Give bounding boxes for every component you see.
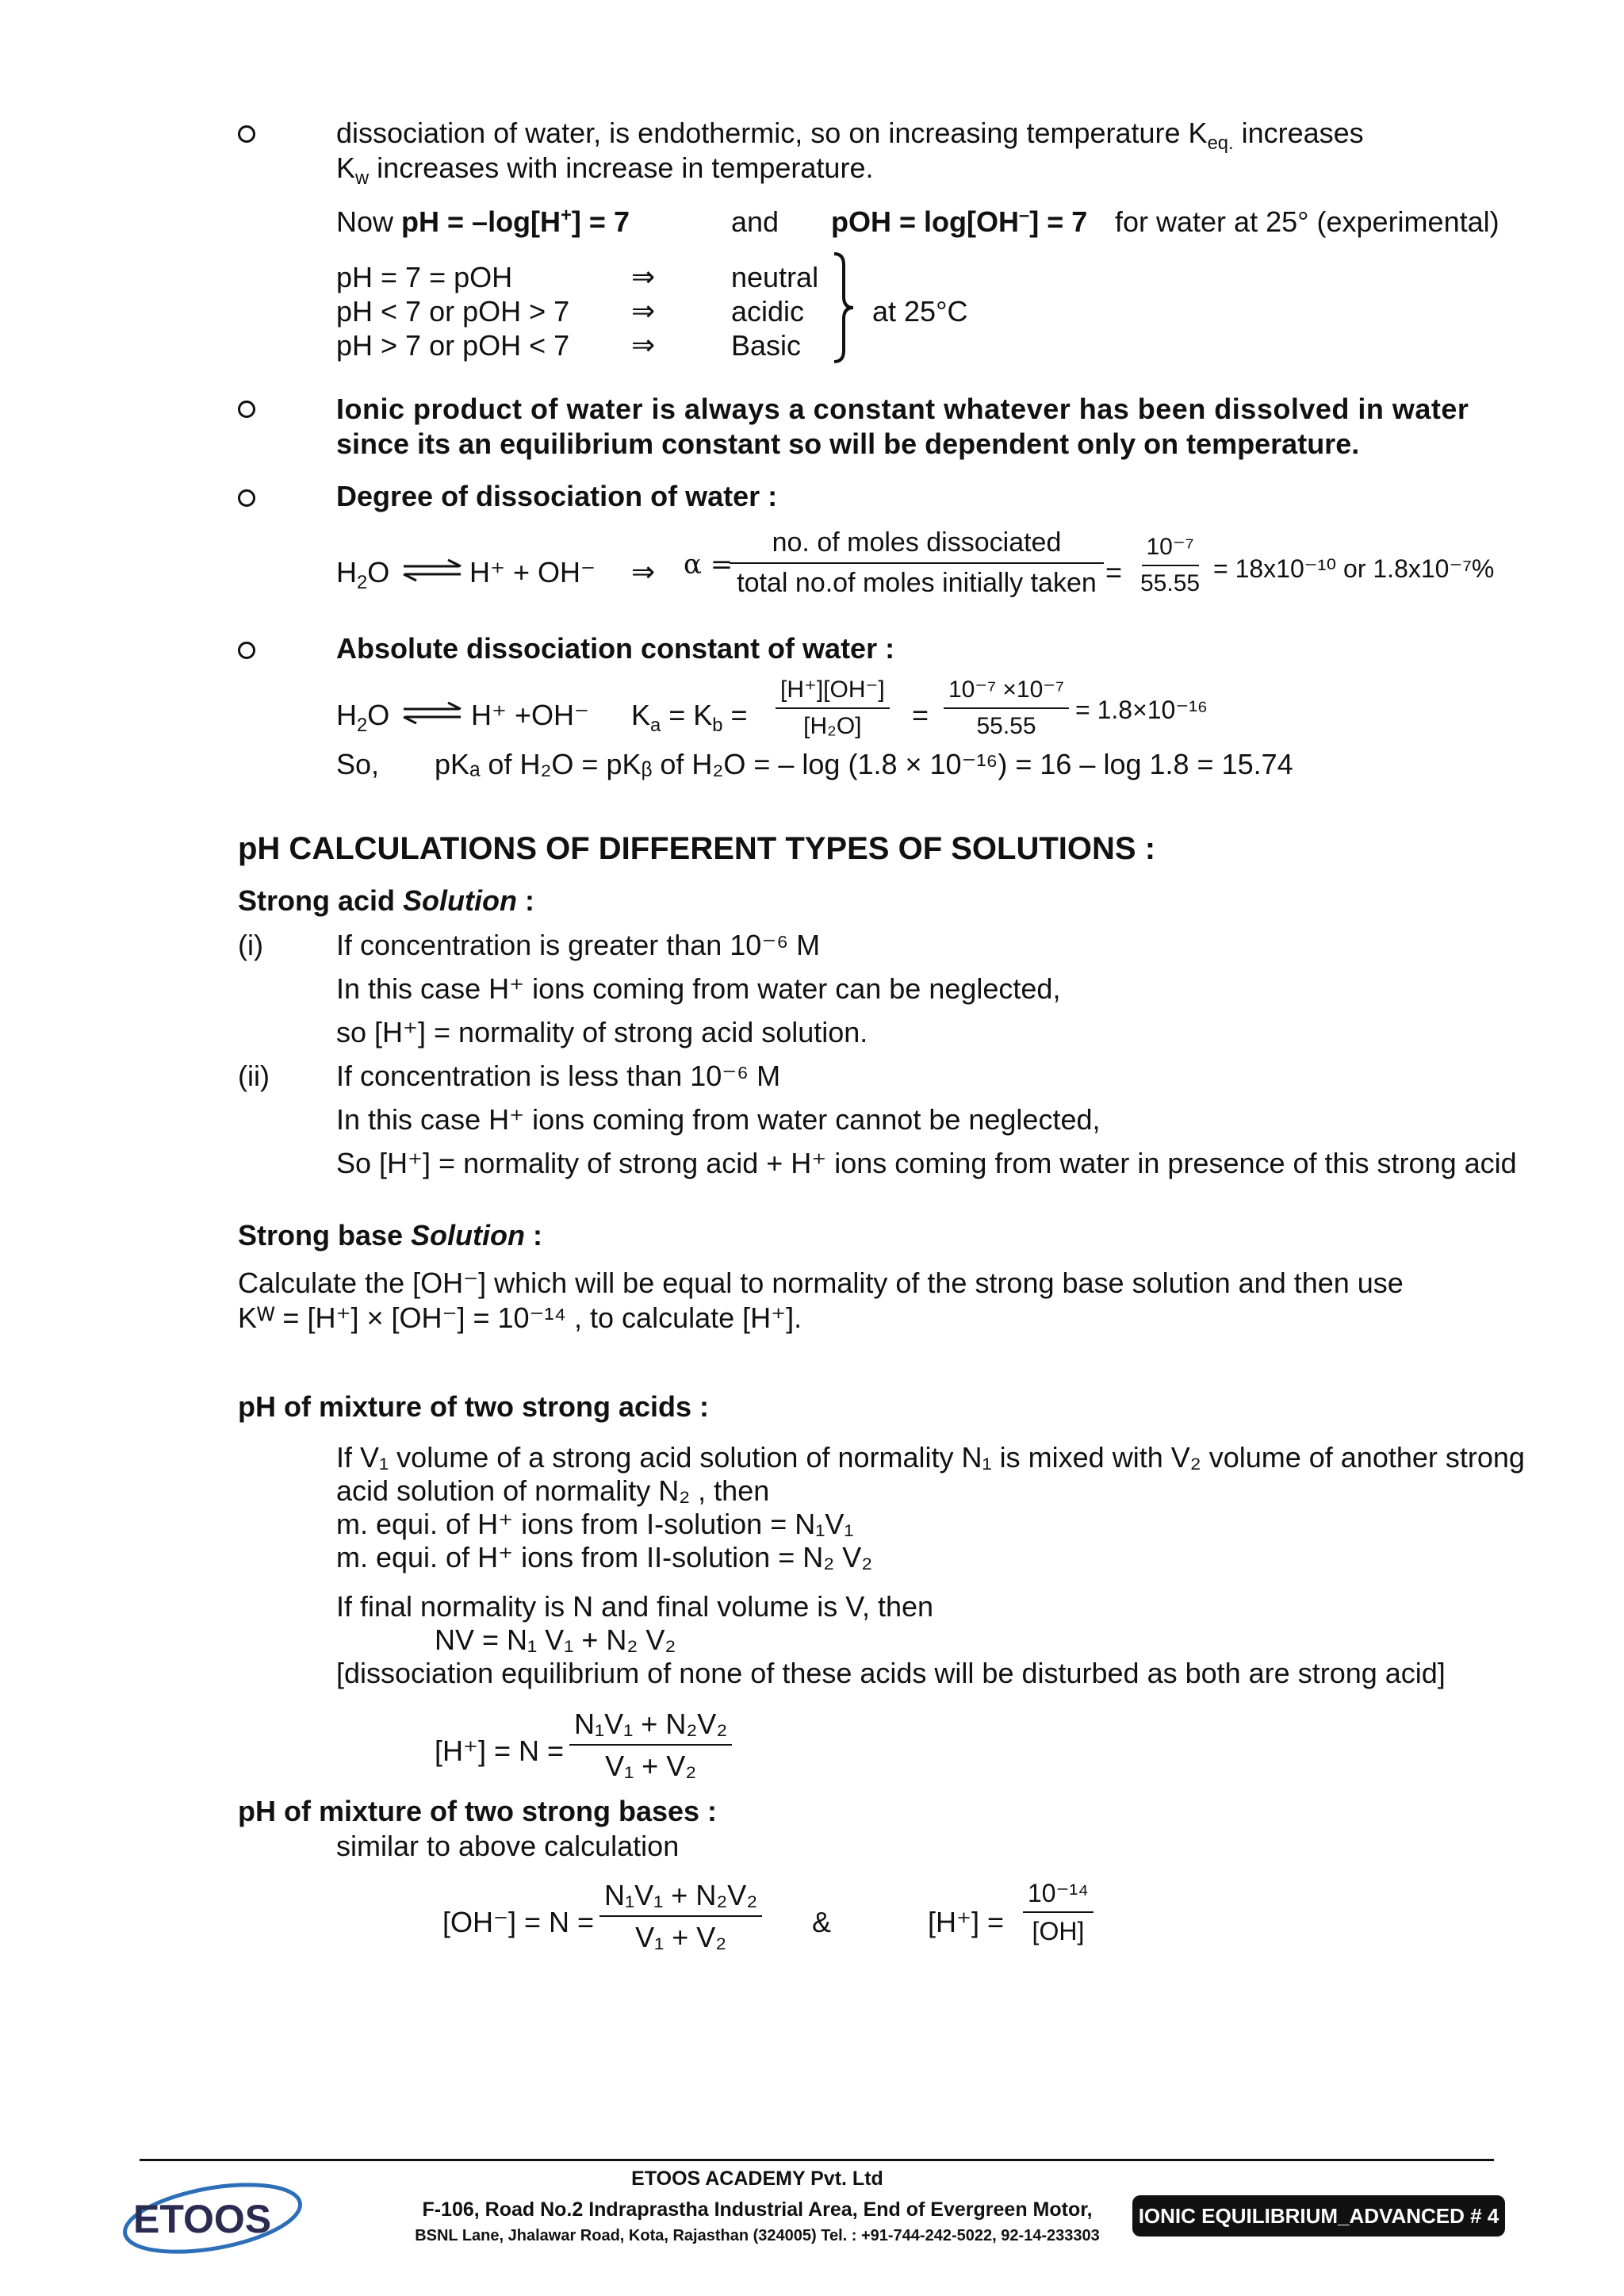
- bullet-marker: [238, 125, 255, 143]
- poh-definition: pOH = log[OH–] = 7: [831, 205, 1088, 238]
- subheading: pH of mixture of two strong bases :: [238, 1795, 718, 1827]
- paragraph-line: NV = N₁ V₁ + N₂ V₂: [435, 1623, 676, 1656]
- section-title: pH CALCULATIONS OF DIFFERENT TYPES OF SOLUTIONS :: [238, 831, 1156, 866]
- bullet-marker: [238, 401, 255, 418]
- subheading: Degree of dissociation of water :: [336, 480, 778, 512]
- condition-lhs: pH = 7 = pOH: [336, 261, 513, 293]
- equals-sign: =: [1105, 556, 1123, 588]
- equals-sign: =: [912, 699, 929, 731]
- condition-result: acidic: [731, 295, 805, 328]
- definition-note: for water at 25° (experimental): [1115, 205, 1500, 238]
- list-item: If concentration is less than 10⁻⁶ M: [336, 1060, 781, 1092]
- temperature-label: at 25°C: [872, 295, 968, 328]
- value-fraction: $\frac{\text{10⁻⁷ ×10⁻⁷}}{55.55}$: [944, 676, 1069, 741]
- address-line: F-106, Road No.2 Indraprastha Industrial Area, End of Evergreen Motor,: [422, 2198, 1093, 2221]
- page-badge: IONIC EQUILIBRIUM_ADVANCED # 4: [1132, 2195, 1505, 2237]
- paragraph-line: If V₁ volume of a strong acid solution of normality N₁ is mixed with V₂ volume of another strong: [336, 1441, 1525, 1474]
- subheading: pH of mixture of two strong acids :: [238, 1390, 710, 1423]
- curly-brace: [831, 251, 855, 365]
- formula-lhs: [OH⁻] = N =: [442, 1906, 595, 1938]
- paragraph-line: m. equi. of H⁺ ions from I-solution = N₁V₁: [336, 1508, 854, 1540]
- paragraph-line: dissociation of water, is endothermic, so on increasing temperature $K_{eq.}$ increases: [336, 117, 1364, 155]
- address-line: BSNL Lane, Jhalawar Road, Kota, Rajasthan (324005) Tel. : +91-744-242-5022, 92-14-233303: [415, 2227, 1100, 2244]
- ka-result: = 1.8×10⁻¹⁶: [1075, 696, 1208, 724]
- paragraph-line: acid solution of normality N₂ , then: [336, 1474, 770, 1507]
- pk-equation: pKₐ of H₂O = pKᵦ of H₂O = – log (1.8 × 10⁻¹⁶) = 16 – log 1.8 = 15.74: [435, 748, 1293, 780]
- water-formula: $H_2O$: [336, 556, 390, 594]
- subheading: Strong base Solution :: [238, 1219, 543, 1251]
- ka-kb-expression: $K_a = K_b$ =: [631, 699, 748, 737]
- implies-arrow: ⇒: [631, 556, 656, 588]
- subheading: Strong acid Solution :: [238, 884, 534, 917]
- condition-result: neutral: [731, 261, 819, 293]
- paragraph-line: Calculate the [OH⁻] which will be equal to normality of the strong base solution and then use: [238, 1267, 1404, 1299]
- and-word: and: [731, 205, 779, 238]
- list-item: In this case H⁺ ions coming from water cannot be neglected,: [336, 1103, 1101, 1136]
- list-item: In this case H⁺ ions coming from water can be neglected,: [336, 972, 1061, 1005]
- bullet-marker: [238, 642, 255, 659]
- mixture-fraction: $\frac{\text{N₁V₁ + N₂V₂}}{\text{V₁ + V₂}}$: [599, 1878, 762, 1954]
- list-marker: (i): [238, 929, 263, 961]
- value-fraction: $\frac{\text{10⁻⁷}}{55.55}$: [1140, 534, 1201, 596]
- equilibrium-arrow: [400, 701, 464, 725]
- formula-lhs: [H⁺] = N =: [435, 1734, 565, 1767]
- alpha-fraction: $\frac{\text{no. of moles dissociated}}{\text{total no.of moles initially taken}}$: [730, 527, 1104, 600]
- paragraph-line: If final normality is N and final volume is V, then: [336, 1590, 934, 1623]
- list-item: If concentration is greater than 10⁻⁶ M: [336, 929, 821, 961]
- alpha-symbol: α =: [684, 549, 733, 581]
- implies-arrow: ⇒: [631, 329, 656, 362]
- water-formula: $H_2O$: [336, 699, 390, 737]
- paragraph-line: similar to above calculation: [336, 1830, 680, 1862]
- etoos-logo: [117, 2169, 308, 2264]
- subheading: Absolute dissociation constant of water :: [336, 632, 895, 665]
- water-products: H⁺ + OH⁻: [469, 556, 596, 588]
- bullet-marker: [238, 489, 255, 507]
- footer-divider: [140, 2159, 1494, 2161]
- water-products: H⁺ +OH⁻: [471, 699, 590, 731]
- paragraph-line: Kᵂ = [H⁺] × [OH⁻] = 10⁻¹⁴ , to calculate [H⁺].: [238, 1301, 802, 1334]
- logo-text: ETOOS: [133, 2197, 272, 2241]
- list-item: So [H⁺] = normality of strong acid + H⁺ ions coming from water in presence of this strong acid: [336, 1147, 1517, 1179]
- company-name: ETOOS ACADEMY Pvt. Ltd: [631, 2168, 883, 2190]
- list-marker: (ii): [238, 1060, 270, 1092]
- paragraph-line: [dissociation equilibrium of none of these acids will be disturbed as both are strong acid]: [336, 1657, 1446, 1689]
- ampersand: &: [812, 1906, 832, 1938]
- so-word: So,: [336, 748, 380, 780]
- implies-arrow: ⇒: [631, 295, 656, 328]
- ka-fraction: $\frac{[H^+][OH^-]}{\text{[H₂O]}}$: [776, 676, 890, 741]
- paragraph-line: $K_w$ increases with increase in temperature.: [336, 151, 874, 190]
- mixture-fraction: $\frac{\text{N₁V₁ + N₂V₂}}{\text{V₁ + V₂}}$: [569, 1707, 732, 1783]
- equilibrium-arrow: [400, 558, 464, 582]
- paragraph-line: m. equi. of H⁺ ions from II-solution = N₂ V₂: [336, 1541, 873, 1573]
- implies-arrow: ⇒: [631, 261, 656, 293]
- hydrogen-fraction: $\frac{\text{10⁻¹⁴}}{[OH]}$: [1023, 1878, 1094, 1947]
- paragraph-line: Ionic product of water is always a constant whatever has been dissolved in water: [336, 393, 1469, 425]
- list-item: so [H⁺] = normality of strong acid solution.: [336, 1016, 868, 1048]
- condition-lhs: pH > 7 or pOH < 7: [336, 329, 570, 362]
- formula-lhs: [H⁺] =: [928, 1906, 1005, 1938]
- condition-lhs: pH < 7 or pOH > 7: [336, 295, 570, 328]
- alpha-result: = 18x10⁻¹⁰ or 1.8x10⁻⁷%: [1213, 554, 1495, 583]
- condition-result: Basic: [731, 329, 802, 362]
- ph-definition: Now pH = –log[H+] = 7: [336, 205, 630, 238]
- paragraph-line: since its an equilibrium constant so will be dependent only on temperature.: [336, 427, 1360, 460]
